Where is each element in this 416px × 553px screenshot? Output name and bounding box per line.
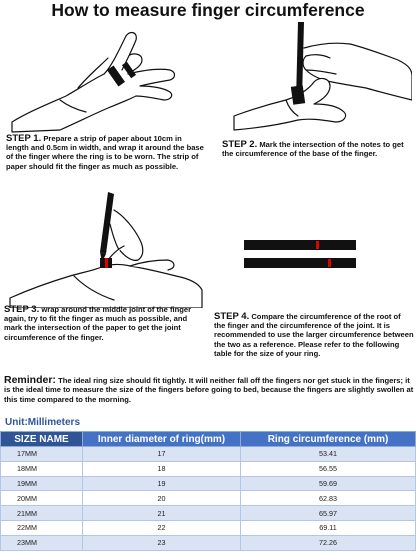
reminder-note [4, 376, 414, 404]
table-row [1, 491, 416, 506]
step1-text [6, 134, 204, 171]
table-row [1, 535, 416, 550]
circumference-cell: 69.11 [241, 520, 416, 535]
table-row [1, 506, 416, 521]
column-header-diameter: Inner diameter of ring(mm) [83, 432, 241, 447]
unit-label: Unit:Millimeters [5, 417, 81, 428]
table-row [1, 447, 416, 462]
reminder-label: Reminder: [4, 374, 56, 386]
diameter-cell: 19 [83, 476, 241, 491]
diameter-cell: 23 [83, 535, 241, 550]
step3-description: wrap around the middle joint of the finger again, try to fit the finger as much as possible, and mark the intersection of the paper to get the joint circumference of the finger. [4, 305, 192, 342]
diameter-cell: 21 [83, 506, 241, 521]
reminder-text: The ideal ring size should fit tightly. It will neither fall off the fingers nor get stuck in the fingers; it is the ideal time to measure the size of the fingers before going to bed, because the fingers are slightly swollen at this time compared to the morning. [4, 376, 414, 404]
step3-text [4, 305, 204, 342]
joint-strip-icon [244, 258, 356, 268]
step3-label: STEP 3. [4, 304, 40, 315]
column-header-circumference: Ring circumference (mm) [241, 432, 416, 447]
step4-label: STEP 4. [214, 311, 250, 322]
size-cell: 17MM [1, 447, 83, 462]
circumference-cell: 53.41 [241, 447, 416, 462]
step2-label: STEP 2. [222, 139, 258, 150]
size-cell: 21MM [1, 506, 83, 521]
circumference-cell: 59.69 [241, 476, 416, 491]
size-cell: 20MM [1, 491, 83, 506]
step1-hand-illustration [8, 26, 198, 134]
step2-text [222, 140, 414, 158]
size-cell: 18MM [1, 461, 83, 476]
size-cell: 23MM [1, 535, 83, 550]
column-header-size: SIZE NAME [1, 432, 83, 447]
circumference-cell: 72.26 [241, 535, 416, 550]
step2-description: Mark the intersection of the notes to get the circumference of the base of the finger. [222, 140, 404, 159]
size-cell: 22MM [1, 520, 83, 535]
base-strip-icon [244, 240, 356, 250]
diameter-cell: 18 [83, 461, 241, 476]
diameter-cell: 20 [83, 491, 241, 506]
circumference-cell: 62.83 [241, 491, 416, 506]
step3-joint-illustration [4, 190, 204, 308]
table-header-row [1, 432, 416, 447]
diameter-cell: 22 [83, 520, 241, 535]
size-cell: 19MM [1, 476, 83, 491]
step4-description: Compare the circumference of the root of the finger and the circumference of the joint. It is recommended to use the larger circumference between the two as a reference. Please refer to the following table for the size of your ring. [214, 312, 414, 358]
diameter-cell: 17 [83, 447, 241, 462]
step1-label: STEP 1. [6, 133, 42, 144]
step4-strips-illustration [244, 238, 356, 274]
step2-pen-illustration [226, 20, 412, 132]
step1-description: Prepare a strip of paper about 10cm in length and 0.5cm in width, and wrap it around the base of the finger where the ring is to be worn. The strip of paper should fit the finger as much as possible. [6, 134, 204, 171]
table-row [1, 520, 416, 535]
step4-text [214, 312, 414, 358]
circumference-cell: 56.55 [241, 461, 416, 476]
table-row [1, 461, 416, 476]
table-row [1, 476, 416, 491]
ring-size-table [0, 431, 416, 551]
circumference-cell: 65.97 [241, 506, 416, 521]
page-title: How to measure finger circumference [51, 0, 365, 20]
